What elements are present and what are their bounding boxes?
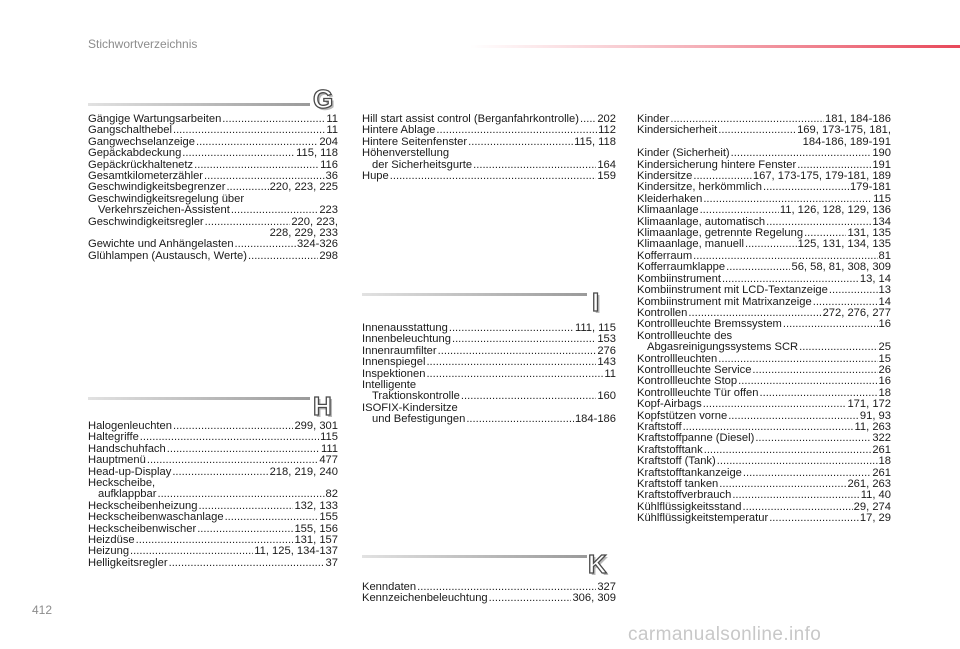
index-entry-pages: 11 bbox=[326, 124, 338, 137]
index-entry-pages: 184-186 bbox=[574, 413, 616, 426]
index-entry-leader bbox=[703, 399, 847, 410]
index-entry-pages: 115 bbox=[873, 192, 891, 205]
index-entry-term: Hupe bbox=[362, 170, 389, 183]
section-divider-g bbox=[88, 103, 310, 106]
index-entry-pages: 82 bbox=[325, 488, 338, 501]
index-entry-pages: 14 bbox=[878, 295, 891, 308]
index-entry-pages: 13, 14 bbox=[859, 272, 891, 285]
index-entry-pages: 298 bbox=[319, 249, 338, 262]
index-list-h-continued bbox=[362, 114, 616, 182]
index-entry-term: Heckscheibe, bbox=[88, 477, 156, 490]
index-entry-term: Helligkeitsregler bbox=[88, 556, 168, 569]
index-entry-term: Abgasreinigungssystems SCR bbox=[647, 341, 799, 354]
index-entry-pages: 26 bbox=[878, 363, 891, 376]
index-entry-pages: 116 bbox=[320, 158, 338, 171]
index-entry-term: Traktionskontrolle bbox=[372, 390, 460, 403]
index-entry-pages: 131, 157 bbox=[294, 534, 338, 547]
index-entry-term: Innenraumfilter bbox=[362, 344, 437, 357]
index-entry-term: Geschwindigkeitsregelung über bbox=[88, 192, 245, 205]
index-entry-term: Haltegriffe bbox=[88, 431, 139, 444]
index-entry-pages: 306, 309 bbox=[572, 592, 616, 605]
index-entry-term: Kontrollleuchten bbox=[637, 352, 718, 365]
index-entry-pages: 160 bbox=[597, 390, 616, 403]
index-entry-leader bbox=[755, 433, 871, 444]
section-letter-k: K bbox=[588, 549, 607, 579]
index-entry-leader bbox=[167, 444, 320, 455]
index-entry-term: Innenbeleuchtung bbox=[362, 333, 451, 346]
index-list-g bbox=[88, 114, 338, 262]
section-letter-h: H bbox=[313, 391, 332, 421]
index-entry-leader bbox=[225, 512, 319, 523]
index-entry-term: Kraftstofftank bbox=[637, 443, 703, 456]
index-entry-leader bbox=[489, 593, 572, 604]
index-entry-term: Kühlflüssigkeitstemperatur bbox=[637, 512, 769, 525]
index-entry-term: Kontrollleuchte des bbox=[637, 329, 733, 342]
index-entry-term: Heckscheibenwaschanlage bbox=[88, 511, 224, 524]
index-entry-term: Innenausstattung bbox=[362, 322, 448, 334]
index-entry-term: Hintere Ablage bbox=[362, 124, 436, 137]
index-entry-term: Kombiinstrument mit LCD-Textanzeige bbox=[637, 284, 828, 297]
index-entry-pages: 477 bbox=[319, 454, 338, 467]
index-entry-leader bbox=[173, 125, 325, 136]
index-entry-term: Klimaanlage, getrennte Regelung bbox=[637, 227, 804, 240]
index-entry-leader bbox=[449, 323, 574, 334]
index-entry-pages: 324-326 bbox=[296, 238, 338, 251]
index-entry-pages: 143 bbox=[597, 356, 616, 369]
index-entry-pages: 111, 115 bbox=[574, 322, 616, 334]
index-entry-pages: 25 bbox=[878, 341, 891, 354]
section-divider-i bbox=[362, 293, 587, 296]
index-entry-pages: 218, 219, 240 bbox=[269, 465, 338, 478]
index-entry-leader bbox=[738, 376, 877, 387]
index-entry-leader bbox=[717, 456, 878, 467]
index-entry-term: Kleiderhaken bbox=[637, 192, 703, 205]
index-entry-pages: 299, 301 bbox=[294, 420, 338, 432]
index-entry-term: Klimaanlage, automatisch bbox=[637, 215, 766, 228]
index-entry-pages: 112 bbox=[598, 124, 616, 137]
index-entry-leader bbox=[438, 346, 597, 357]
index-entry-term: Heckscheibenheizung bbox=[88, 499, 198, 512]
index-entry-term: Gepäckrückhaltenetz bbox=[88, 158, 194, 171]
index-entry-pages: 115 bbox=[320, 431, 338, 444]
index-entry-leader bbox=[829, 285, 878, 296]
index-entry-pages: 261 bbox=[872, 443, 891, 456]
index-entry-pages: 18 bbox=[878, 386, 891, 399]
index-entry-pages: 11 bbox=[326, 113, 338, 125]
index-entry-pages: 11 bbox=[604, 367, 616, 380]
index-entry-leader bbox=[222, 114, 325, 125]
index-entry-leader bbox=[466, 414, 574, 425]
index-entry-leader bbox=[468, 137, 573, 148]
index-entry-leader bbox=[140, 432, 319, 443]
index-entry-term: Kopfstützen vorne bbox=[637, 409, 728, 422]
index-entry-pages: 11, 40 bbox=[860, 489, 891, 502]
index-entry-term: Kindersicherheit bbox=[637, 124, 718, 137]
index-entry-term: Klimaanlage bbox=[637, 204, 699, 217]
section-letter-i: I bbox=[592, 287, 600, 317]
index-entry-leader bbox=[182, 148, 295, 159]
index-entry-leader bbox=[728, 411, 859, 422]
section-divider-k bbox=[362, 555, 587, 558]
index-entry-leader bbox=[752, 365, 877, 376]
index-entry-term: Kraftstofftankanzeige bbox=[637, 466, 742, 479]
index-entry bbox=[637, 262, 891, 273]
index-entry bbox=[88, 512, 338, 523]
index-entry-term: Kinder (Sicherheit) bbox=[637, 147, 730, 160]
section-letter-g: G bbox=[313, 84, 334, 114]
index-entry-pages: 167, 173-175, 179-181, 189 bbox=[752, 170, 891, 183]
index-entry-pages: 115, 118 bbox=[296, 147, 338, 160]
index-entry-pages: 155 bbox=[319, 511, 338, 524]
header-accent-bar bbox=[470, 45, 960, 48]
index-entry bbox=[637, 456, 891, 467]
index-entry-pages: 171, 172 bbox=[847, 398, 891, 411]
index-entry-term: Heizdüse bbox=[88, 534, 135, 547]
index-entry-pages: 37 bbox=[325, 556, 338, 569]
index-entry bbox=[88, 251, 338, 262]
index-entry-leader bbox=[700, 205, 779, 216]
index-entry-leader bbox=[719, 479, 846, 490]
index-entry-term: Kindersitze bbox=[637, 170, 693, 183]
index-entry-term: Kindersicherung hintere Fenster bbox=[637, 158, 797, 171]
index-entry-pages: 115, 118 bbox=[574, 135, 616, 148]
index-entry-term: Gangwechselanzeige bbox=[88, 135, 195, 148]
index-entry-term: Kombiinstrument bbox=[637, 272, 721, 285]
index-entry-pages: 11, 125, 134-137 bbox=[254, 545, 338, 558]
index-entry-term: und Befestigungen bbox=[372, 413, 466, 426]
index-entry-leader bbox=[197, 524, 293, 535]
index-list-i bbox=[362, 323, 616, 426]
index-entry-leader bbox=[718, 125, 796, 136]
index-entry-leader bbox=[732, 490, 859, 501]
index-entry bbox=[362, 593, 616, 604]
index-entry-pages: 111 bbox=[320, 442, 338, 455]
index-entry-term: Kühlflüssigkeitsstand bbox=[637, 500, 742, 513]
index-entry-pages: 204 bbox=[319, 135, 338, 148]
index-entry-term: Gangschalthebel bbox=[88, 124, 172, 137]
index-entry-term: Hintere Seitenfenster bbox=[362, 135, 468, 148]
index-entry-term: Kennzeichenbeleuchtung bbox=[362, 592, 488, 605]
index-entry bbox=[88, 455, 338, 466]
index-list-k-continued bbox=[637, 114, 891, 525]
index-entry-term: Kofferraum bbox=[637, 249, 693, 262]
index-entry-pages: 132, 133 bbox=[294, 499, 338, 512]
page-header-title: Stichwortverzeichnis bbox=[88, 37, 198, 51]
index-entry-term: Klimaanlage, manuell bbox=[637, 238, 744, 251]
index-entry-leader bbox=[763, 182, 849, 193]
index-entry bbox=[637, 399, 891, 410]
index-entry-pages: 220, 223, bbox=[291, 215, 338, 228]
index-entry-term: Kraftstoffverbrauch bbox=[637, 489, 732, 502]
index-entry-leader bbox=[231, 205, 319, 216]
index-entry-term: Gepäckabdeckung bbox=[88, 147, 182, 160]
index-entry-term: Halogenleuchten bbox=[88, 420, 172, 432]
index-entry-pages: 272, 276, 277 bbox=[822, 306, 891, 319]
index-entry-pages: 169, 173-175, 181, bbox=[797, 124, 891, 137]
index-entry-leader bbox=[248, 251, 318, 262]
index-entry-term: Hauptmenü bbox=[88, 454, 146, 467]
index-entry-pages: 159 bbox=[597, 170, 616, 183]
index-entry-pages: 164 bbox=[597, 158, 616, 171]
index-entry-leader bbox=[426, 369, 603, 380]
index-entry-pages: 155, 156 bbox=[294, 522, 338, 535]
index-entry-term: Glühlampen (Austausch, Werte) bbox=[88, 249, 247, 262]
index-entry bbox=[637, 513, 891, 524]
index-entry-term: Kontrollleuchte Stop bbox=[637, 375, 738, 388]
index-entry bbox=[362, 148, 616, 159]
index-entry-pages: 11, 126, 128, 129, 136 bbox=[779, 204, 891, 217]
index-entry-term: Kraftstoff tanken bbox=[637, 478, 719, 490]
index-entry bbox=[362, 171, 616, 182]
index-list-h bbox=[88, 421, 338, 569]
index-entry-leader bbox=[426, 357, 596, 368]
index-entry-term: Kinder bbox=[637, 113, 670, 125]
index-entry-pages: 322 bbox=[872, 432, 891, 445]
index-entry-term: Gängige Wartungsarbeiten bbox=[88, 113, 222, 125]
index-entry-pages: 16 bbox=[878, 375, 891, 388]
index-entry-leader bbox=[704, 445, 872, 456]
section-divider-h bbox=[88, 397, 310, 400]
index-entry-pages: 36 bbox=[325, 170, 338, 183]
index-entry-leader bbox=[173, 421, 293, 432]
index-entry-term: ISOFIX-Kindersitze bbox=[362, 401, 458, 414]
index-entry bbox=[362, 414, 616, 425]
index-entry bbox=[637, 319, 891, 330]
index-entry-pages: 261 bbox=[872, 466, 891, 479]
index-entry-leader bbox=[731, 148, 872, 159]
index-entry-pages: 276 bbox=[597, 344, 616, 357]
index-entry-leader bbox=[452, 334, 596, 345]
index-entry bbox=[88, 558, 338, 569]
index-entry-term: Kontrollen bbox=[637, 306, 688, 319]
index-entry-term: Intelligente bbox=[362, 379, 417, 392]
index-entry-pages: 29, 274 bbox=[853, 500, 891, 513]
index-entry-term: Kontrollleuchte Bremssystem bbox=[637, 318, 782, 331]
index-entry-pages: 228, 229, 233 bbox=[269, 227, 338, 240]
index-entry-term: Handschuhfach bbox=[88, 442, 166, 455]
index-entry-pages: 15 bbox=[878, 352, 891, 365]
index-entry-leader bbox=[726, 262, 790, 273]
index-entry bbox=[362, 357, 616, 368]
index-entry bbox=[637, 285, 891, 296]
index-entry-pages: 13 bbox=[878, 284, 891, 297]
index-entry-leader bbox=[473, 160, 596, 171]
index-entry-leader bbox=[194, 160, 319, 171]
index-entry-pages: 190 bbox=[872, 147, 891, 160]
index-entry-leader bbox=[169, 558, 325, 569]
index-entry-pages: 56, 58, 81, 308, 309 bbox=[791, 261, 891, 274]
index-entry bbox=[637, 342, 891, 353]
index-entry-pages: 11, 263 bbox=[854, 420, 891, 433]
index-entry bbox=[88, 205, 338, 216]
watermark: carmanualsonline.info bbox=[628, 624, 822, 645]
index-entry-term: Verkehrszeichen-Assistent bbox=[98, 204, 230, 217]
index-entry-leader bbox=[745, 239, 797, 250]
index-entry-term: Geschwindigkeitsbegrenzer bbox=[88, 181, 226, 194]
index-entry-leader bbox=[172, 467, 268, 478]
index-entry-term: Gesamtkilometerzähler bbox=[88, 170, 204, 183]
index-entry-pages: 261, 263 bbox=[847, 478, 891, 490]
index-entry-term: der Sicherheitsgurte bbox=[372, 158, 473, 171]
index-entry-term: Kraftstoffpanne (Diesel) bbox=[637, 432, 755, 445]
index-entry-pages: 202 bbox=[597, 113, 616, 125]
index-entry-pages: 327 bbox=[597, 581, 616, 593]
index-entry-pages: 81 bbox=[878, 249, 891, 262]
index-entry-term: Kraftstoff bbox=[637, 420, 682, 433]
index-entry-pages: 17, 29 bbox=[859, 512, 891, 525]
index-entry-term: Kenndaten bbox=[362, 581, 417, 593]
index-entry-pages: 18 bbox=[878, 455, 891, 468]
index-entry-term: Gewichte und Anhängelasten bbox=[88, 238, 234, 251]
index-entry-term: Hill start assist control (Berganfahrkontrolle) bbox=[362, 113, 579, 125]
index-entry-pages: 181, 184-186 bbox=[825, 113, 891, 125]
index-entry-pages: 16 bbox=[878, 318, 891, 331]
index-entry bbox=[637, 148, 891, 159]
index-entry bbox=[88, 148, 338, 159]
index-entry-term: Innenspiegel bbox=[362, 356, 426, 369]
index-entry-leader bbox=[769, 513, 859, 524]
index-entry-term: Kontrollleuchte Tür offen bbox=[637, 386, 759, 399]
index-entry-leader bbox=[799, 342, 877, 353]
index-entry bbox=[637, 205, 891, 216]
page-number: 412 bbox=[32, 603, 53, 617]
index-entry-leader bbox=[147, 455, 318, 466]
index-entry-term: Kindersitze, herkömmlich bbox=[637, 181, 762, 194]
index-entry-pages: 91, 93 bbox=[859, 409, 891, 422]
index-entry-term: Kontrollleuchte Service bbox=[637, 363, 752, 376]
index-entry-pages: 134 bbox=[872, 215, 891, 228]
index-entry-term: aufklappbar bbox=[98, 488, 157, 501]
index-entry-term: Heizung bbox=[88, 545, 130, 558]
index-entry-pages: 125, 131, 134, 135 bbox=[797, 238, 891, 251]
index-entry-term: Heckscheibenwischer bbox=[88, 522, 197, 535]
index-entry-leader bbox=[580, 114, 596, 125]
index-entry-term: Kombiinstrument mit Matrixanzeige bbox=[637, 295, 812, 308]
index-list-k bbox=[362, 582, 616, 605]
index-entry-term: Kopf-Airbags bbox=[637, 398, 702, 411]
index-entry-term: Höhenverstellung bbox=[362, 147, 450, 160]
index-entry-term: Kofferraumklappe bbox=[637, 261, 726, 274]
index-entry-pages: 220, 223, 225 bbox=[269, 181, 338, 194]
index-entry-leader bbox=[461, 391, 596, 402]
index-entry-leader bbox=[390, 171, 597, 182]
index-entry-term: Kraftstoff (Tank) bbox=[637, 455, 716, 468]
index-entry-term: Head-up-Display bbox=[88, 465, 172, 478]
index-entry-pages: 179-181 bbox=[849, 181, 891, 194]
index-entry-term: Inspektionen bbox=[362, 367, 426, 380]
index-entry-term: Geschwindigkeitsregler bbox=[88, 215, 204, 228]
index-entry-pages: 223 bbox=[319, 204, 338, 217]
index-entry-pages: 184-186, 189-191 bbox=[802, 135, 891, 148]
index-entry-pages: 153 bbox=[597, 333, 616, 346]
index-entry-leader bbox=[783, 319, 878, 330]
index-entry-pages: 131, 135 bbox=[847, 227, 891, 240]
index-entry bbox=[362, 160, 616, 171]
index-entry-pages: 191 bbox=[872, 158, 891, 171]
